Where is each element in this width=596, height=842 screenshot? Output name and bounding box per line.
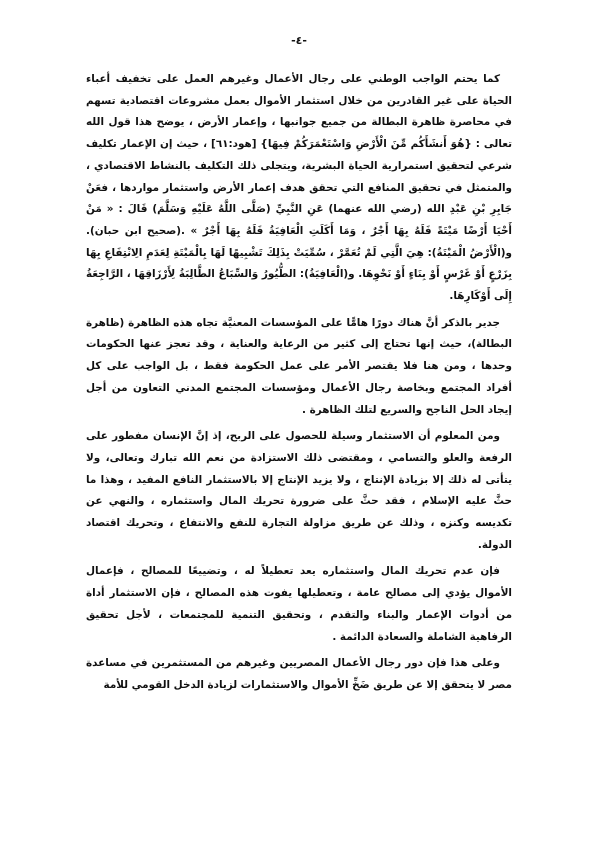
paragraph-institutions-role: جدير بالذكر أنَّ هناك دورًا هامًّا على المؤسسات المعنيَّة تجاه هذه الظاهرة (ظاهرة البطالة)، حيث إنها تحتاج إلى كثير من الرعاية والعناية ، وقد تعجز عنها الحكومات وحدها ، ومن هنا فلا يقتصر الأمر على عمل الحكومة فقط ، بل الواجب على كل أفراد المجتمع وبخاصة رجال الأعمال ومؤسسات المجتمع المدني التعاون من أجل إيجاد الحل الناجح والسريع لتلك الظاهرة . [86,316,512,416]
page-number: -٤- [291,34,307,47]
paragraph-moving-money: فإن عدم تحريك المال واستثماره يعد تعطيلاً له ، وتضييعًا للمصالح ، فإعمال الأموال يؤدي إلى مصالح عامة ، وتعطيلها يفوت هذه المصالح ، فإن الاستثمار أداة من أدوات الإعمار والبناء والتقدم ، وتحقيق التنمية للمجتمعات ، لأجل تحقيق الرفاهية الشاملة والسعادة الدائمة . [86,565,512,643]
paragraph-businessmen-role: وعلى هذا فإن دور رجال الأعمال المصريين وغيرهم من المستثمرين في مساعدة مصر لا يتحقق إلا عن طريق ضَخِّ الأموال والاستثمارات لزيادة الدخل القومي للأمة [86,657,512,691]
paragraph-reconstruction-duty: كما يحتم الواجب الوطني على رجال الأعمال وغيرهم العمل على تخفيف أعباء الحياة على غير القادرين من خلال استثمار الأموال بعمل مشروعات اقتصادية تسهم في محاصرة ظاهرة البطالة من جميع جوانبها ، وإعمار الأرض ، يوضح هذا قول الله تعالى : {هُوَ أَنشَأَكُم مِّنَ الْأَرْضِ وَاسْتَعْمَرَكُمْ فِيهَا} [هود:٦١] ، حيث إن الإعمار تكليف شرعي لتحقيق استمرارية الحياة البشرية، ويتجلى ذلك التكليف بالنشاط الاقتصادي ، والمتمثل في تحقيق المنافع التي تحقق هدف إعمار الأرض واستثمار مواردها ، فعَنْ جَابِرِ بْنِ عَبْدِ الله (رضي الله عنهما) عَنِ النَّبِيِّ (صَلَّى اللَّهُ عَلَيْهِ وَسَلَّمَ) قَالَ : « مَنْ أَحْيَا أَرْضًا مَيْتَةً فَلَهُ بِهَا أَجْرٌ ، وَمَا أَكَلَتِ الْعَافِيَةُ فَلَهُ بِهَا أَجْرٌ » .(صحيح ابن حبان). و(الْأَرْضُ الْمَيْتَةُ): هِيَ الَّتِي لَمْ تُعَمَّرْ ، سُمِّيَتْ بِذَلِكَ تَشْبِيهًا لَهَا بِالْمَيْتَةِ لِعَدَمِ الِانْتِفَاعِ بِهَا بِزَرْعٍ أَوْ غَرْسٍ أَوْ بِنَاءٍ أَوْ نَحْوِهَا. و(الْعَافِيَةُ): الطُّيُورُ وَالسِّبَاعُ الطَّالِبَةُ لِأَرْزَاقِهَا ، الرَّاجِعَةُ إِلَى أَوْكَارِهَا. [86,73,512,303]
paragraph-investment-profit: ومن المعلوم أن الاستثمار وسيلة للحصول على الربح، إذ إنَّ الإنسان مفطور على الرفعة والعلو والتسامي ، ومقتضى ذلك الاستزادة من نعم الله تبارك وتعالى، ولا يتأتى له ذلك إلا بزيادة الإنتاج ، ولا يزيد الإنتاج إلا بالاستثمار النافع المفيد ، وهذا ما حثَّ عليه الإسلام ، فقد حثَّ على ضرورة تحريك المال واستثماره ، والنهي عن تكديسه وكنزه ، وذلك عن طريق مزاولة التجارة للنفع والانتفاع ، وتحريك اقتصاد الدولة. [86,430,512,551]
